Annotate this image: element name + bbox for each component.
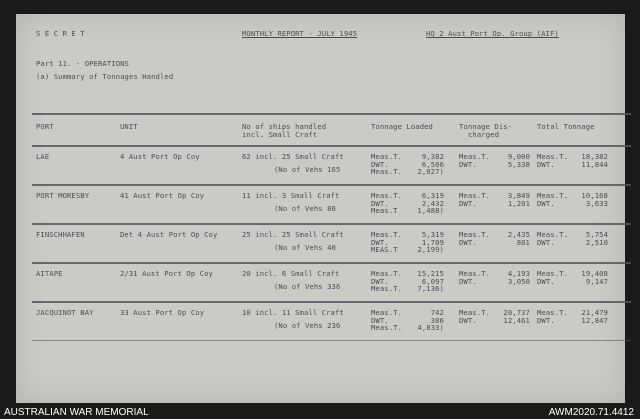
discharged-value: 801 (516, 237, 530, 247)
col-header-unit: UNIT (120, 122, 138, 131)
row-divider (32, 184, 631, 186)
col-header-discharged: Tonnage Dis- (459, 122, 513, 131)
archive-reference: AWM2020.71.4412 (548, 407, 634, 418)
total-value: 5,754 (585, 230, 608, 239)
loaded-value: 5,319 (421, 230, 444, 239)
subsection-heading: (a) Summary of Tonnages Handled (36, 72, 174, 81)
loaded-value: 6,506 (421, 159, 444, 169)
discharged-measure-label: DWT. (459, 315, 477, 325)
header-rule (32, 145, 631, 147)
discharged-measure-label: DWT. (459, 198, 477, 208)
loaded-measure-label: MEAS.T (371, 245, 398, 254)
total-measure-label: DWT. (537, 159, 555, 169)
loaded-measure-label: Meas.T. (371, 269, 402, 278)
loaded-measure-label: Meas.T. (371, 167, 402, 176)
loaded-value: 7,136) (417, 284, 444, 293)
total-value: 9,147 (585, 276, 608, 286)
discharged-measure-label: DWT. (459, 159, 477, 169)
discharged-value: 12,461 (503, 315, 530, 325)
loaded-value: 1,709 (421, 237, 444, 247)
discharged-measure-label: Meas.T. (459, 191, 490, 200)
row-port: JACQUINOT BAY (36, 308, 94, 317)
row-vehicles: (No of Vehs 165 (274, 165, 341, 174)
loaded-measure-label: DWT. (371, 315, 389, 325)
loaded-value: 742 (430, 308, 444, 317)
row-ships: 25 incl. 25 Small Craft (242, 230, 344, 239)
loaded-value: 15,215 (417, 269, 444, 278)
row-divider (32, 301, 631, 303)
discharged-measure-label: DWT. (459, 276, 477, 286)
part-heading: Part 11. - OPERATIONS (36, 59, 129, 68)
row-vehicles: (No of Vehs 236 (274, 321, 341, 330)
row-port: FINSCHHAFEN (36, 230, 85, 239)
discharged-value: 20,737 (503, 308, 530, 317)
total-value: 10,168 (581, 191, 608, 200)
loaded-measure-label: DWT. (371, 237, 389, 247)
row-ships: 20 incl. 6 Small Craft (242, 269, 340, 278)
row-ships: 62 incl. 25 Small Craft (242, 152, 344, 161)
row-unit: 4 Aust Port Op Coy (120, 152, 200, 161)
discharged-value: 9,000 (507, 152, 530, 161)
discharged-value: 3,050 (507, 276, 530, 286)
loaded-measure-label: Meas.T. (371, 308, 402, 317)
loaded-measure-label: Meas.T. (371, 230, 402, 239)
row-unit: 33 Aust Port Op Coy (120, 308, 205, 317)
total-value: 2,510 (585, 237, 608, 247)
col-header-discharged-sub: charged (468, 130, 499, 139)
row-port: LAE (36, 152, 50, 161)
discharged-measure-label: DWT. (459, 237, 477, 247)
total-measure-label: Meas.T. (537, 191, 568, 200)
total-measure-label: Meas.T. (537, 152, 568, 161)
col-header-total: Total Tonnage (537, 122, 595, 131)
row-ships: 11 incl. 3 Small Craft (242, 191, 340, 200)
discharged-value: 4,193 (507, 269, 530, 278)
col-header-ships: No of ships handled (242, 122, 327, 131)
loaded-value: 2,027) (417, 167, 444, 176)
loaded-measure-label: Meas.T. (371, 284, 402, 293)
row-divider (32, 262, 631, 264)
col-header-port: PORT (36, 122, 54, 131)
discharged-measure-label: Meas.T. (459, 308, 490, 317)
row-divider (32, 223, 631, 225)
total-value: 21,479 (581, 308, 608, 317)
row-divider (32, 340, 631, 341)
secret-marking: S E C R E T (36, 29, 85, 38)
report-title: MONTHLY REPORT - JULY 1945 (242, 29, 358, 38)
loaded-measure-label: Meas.T. (371, 323, 402, 332)
col-header-ships-sub: incl. Small Craft (242, 130, 318, 139)
total-measure-label: DWT. (537, 237, 555, 247)
total-measure-label: Meas.T. (537, 230, 568, 239)
loaded-measure-label: Meas.T (371, 206, 398, 215)
col-header-loaded: Tonnage Loaded (371, 122, 433, 131)
total-measure-label: DWT. (537, 276, 555, 286)
row-vehicles: (No of Vehs 86 (274, 204, 336, 213)
loaded-measure-label: Meas.T. (371, 191, 402, 200)
discharged-value: 3,849 (507, 191, 530, 200)
row-port: PORT MORESBY (36, 191, 90, 200)
loaded-measure-label: Meas.T. (371, 152, 402, 161)
loaded-value: 2,199) (417, 245, 444, 254)
loaded-value: 6,097 (421, 276, 444, 286)
total-value: 11,844 (581, 159, 608, 169)
discharged-measure-label: Meas.T. (459, 230, 490, 239)
discharged-value: 5,338 (507, 159, 530, 169)
report-unit: HQ 2 Aust Port Op. Group (AIF) (426, 29, 559, 38)
document-page (16, 14, 625, 403)
archive-credit: AUSTRALIAN WAR MEMORIAL (4, 407, 149, 418)
row-ships: 10 incl. 11 Small Craft (242, 308, 344, 317)
total-value: 19,408 (581, 269, 608, 278)
discharged-value: 1,201 (507, 198, 530, 208)
loaded-value: 9,382 (421, 152, 444, 161)
table-top-rule (32, 113, 631, 115)
row-port: AITAPE (36, 269, 63, 278)
discharged-measure-label: Meas.T. (459, 152, 490, 161)
loaded-measure-label: DWT. (371, 198, 389, 208)
row-unit: 41 Aust Port Op Coy (120, 191, 205, 200)
discharged-measure-label: Meas.T. (459, 269, 490, 278)
loaded-value: 4,833) (417, 323, 444, 332)
total-measure-label: Meas.T. (537, 269, 568, 278)
row-vehicles: (No of Vehs 40 (274, 243, 336, 252)
loaded-measure-label: DWT. (371, 276, 389, 286)
row-unit: 2/31 Aust Port Op Coy (120, 269, 213, 278)
row-vehicles: (No of Vehs 336 (274, 282, 341, 291)
loaded-value: 1,488) (417, 206, 444, 215)
total-measure-label: DWT. (537, 315, 555, 325)
discharged-value: 2,435 (507, 230, 530, 239)
row-unit: Det 4 Aust Port Op Coy (120, 230, 218, 239)
loaded-measure-label: DWT. (371, 159, 389, 169)
total-value: 18,382 (581, 152, 608, 161)
loaded-value: 2,432 (421, 198, 444, 208)
total-measure-label: DWT. (537, 198, 555, 208)
total-value: 12,847 (581, 315, 608, 325)
loaded-value: 386 (430, 315, 444, 325)
total-value: 3,633 (585, 198, 608, 208)
total-measure-label: Meas.T. (537, 308, 568, 317)
loaded-value: 6,319 (421, 191, 444, 200)
